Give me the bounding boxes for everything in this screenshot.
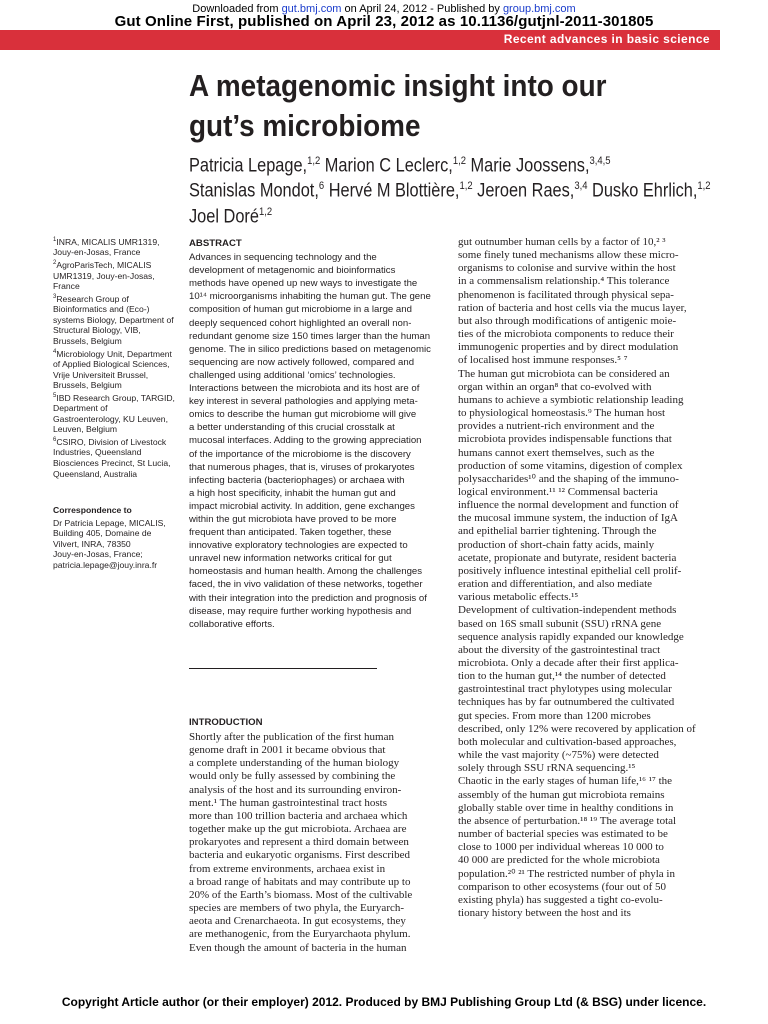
- author-affiliation-sup: 6: [318, 180, 325, 193]
- abstract-line: omics to describe the human gut microbiome will give: [189, 409, 417, 421]
- abstract-line: challenged using additional ‘omics’ technologies.: [189, 369, 396, 381]
- introduction-line: would only be fully assessed by combining the: [189, 770, 396, 783]
- abstract-line: deeply sequenced cohort highlighted an overall non-: [189, 317, 412, 329]
- affiliation-line: Bioinformatics and (Eco-): [53, 304, 150, 315]
- body-line: eration and differentiation, and also mediate: [458, 578, 653, 591]
- author-affiliation-sup: 1,2: [258, 205, 273, 218]
- body-line: the mucosal immune system, the induction of IgA: [458, 512, 678, 525]
- body-line: polysaccharides¹⁰ and the shaping of the immuno-: [458, 472, 679, 485]
- body-line: and epithelial barrier tightening. Through the: [458, 525, 657, 538]
- body-line: the absence of perturbation.¹⁸ ¹⁹ The average total: [458, 814, 677, 827]
- author-affiliation-sup: 3,4,5: [589, 155, 611, 167]
- affiliation-item: [53, 235, 183, 258]
- introduction-line: aeota and Crenarchaeota. In gut ecosystems, they: [189, 915, 406, 928]
- introduction-line: bacteria and eukaryotic organisms. First described: [189, 849, 410, 862]
- body-line: while the vast majority (~75%) were detected: [458, 749, 659, 762]
- body-line: organ within an organ⁸ that co-evolved with: [458, 380, 652, 393]
- body-line: gastrointestinal tract phylotypes using molecular: [458, 683, 672, 696]
- affiliation-item: [53, 435, 183, 479]
- affiliation-line: Brussels, Belgium: [53, 335, 122, 346]
- affiliation-line: France: [53, 281, 80, 292]
- abstract-line: 10¹⁴ microorganisms inhabiting the human gut. The gene: [189, 291, 431, 303]
- section-bar: [0, 30, 720, 50]
- introduction-heading: INTRODUCTION: [189, 717, 263, 728]
- correspondence: [53, 505, 183, 571]
- abstract-line: within the gut microbiota have proved to be more: [189, 513, 397, 525]
- author-affiliation-sup: 1,2: [307, 155, 321, 167]
- abstract-line: of the importance of the microbiome is the discovery: [189, 448, 411, 460]
- author-affiliation-sup: 1,2: [459, 180, 473, 193]
- affiliation-line: UMR1319, Jouy-en-Josas,: [53, 270, 155, 281]
- author-list: [189, 151, 711, 227]
- article-title: [189, 66, 675, 146]
- introduction-line: species are members of two phyla, the Euryarch-: [189, 902, 405, 915]
- body-line: microbiota provides indispensable functions that: [458, 433, 672, 446]
- affiliation-line: Leuven, Belgium: [53, 424, 118, 435]
- body-line: production of short-chain fatty acids, mainly: [458, 538, 655, 551]
- online-first-banner: Gut Online First, published on April 23, 2012 as 10.1136/gutjnl-2011-301805: [114, 13, 654, 30]
- body-line: gut species. From more than 1200 microbes: [458, 709, 651, 722]
- affiliation-item: [53, 391, 183, 435]
- body-line: ration of bacteria and host cells via the mucus layer,: [458, 301, 687, 314]
- title-line: gut’s microbiome: [189, 108, 421, 143]
- affiliation-line: INRA, MICALIS UMR1319,: [56, 236, 160, 247]
- body-line: 40 000 are predicted for the whole microbiota: [458, 854, 660, 867]
- abstract-line: sequencing are now actively followed, compared and: [189, 356, 415, 368]
- affiliation-line: of Applied Biological Sciences,: [53, 358, 170, 369]
- correspondence-line: Dr Patricia Lepage, MICALIS,: [53, 517, 166, 528]
- affiliation-item: [53, 347, 183, 391]
- body-line: humans to achieve a symbiotic relationship leading: [458, 393, 684, 406]
- affiliation-number: 5: [53, 392, 57, 399]
- body-line: population.²⁰ ²¹ The restricted number of phyla in: [458, 867, 675, 880]
- group-bmj-link[interactable]: group.bmj.com: [502, 3, 576, 15]
- affiliation-line: CSIRO, Division of Livestock: [56, 436, 167, 447]
- body-line: existing phyla) has suggested a tight co-evolu-: [458, 893, 663, 906]
- section-label: Recent advances in basic science: [503, 32, 710, 46]
- body-line: humans cannot exert themselves, such as the: [458, 446, 655, 459]
- abstract-line: unravel new information networks critical for gut: [189, 553, 392, 565]
- abstract-divider: [189, 668, 377, 669]
- affiliation-number: 3: [53, 293, 57, 300]
- introduction-line: from extreme environments, archaea exist in: [189, 862, 386, 875]
- abstract-line: disease, may require further working hypothesis and: [189, 605, 412, 617]
- body-line: acetate, propionate and butyrate, resident bacteria: [458, 551, 677, 564]
- affiliation-line: Vrije Universiteit Brussel,: [53, 369, 149, 380]
- introduction-line: genome draft in 2001 it became obvious that: [189, 744, 386, 757]
- introduction-line: prokaryotes and represent a third domain between: [189, 836, 409, 849]
- affiliation-line: IBD Research Group, TARGID,: [56, 392, 175, 403]
- body-line: described, only 12% were recovered by application of: [458, 722, 696, 735]
- author-name: Jeroen Raes,: [472, 180, 575, 202]
- introduction-line: Even though the amount of bacteria in the human: [189, 941, 407, 954]
- affiliations: [53, 235, 183, 479]
- body-line: about the diversity of the gastrointestinal tract: [458, 643, 661, 656]
- body-line: logical environment.¹¹ ¹² Commensal bacteria: [458, 485, 658, 498]
- body-line: ties of the microbiota components to reduce their: [458, 328, 674, 341]
- download-notice: Downloaded from gut.bmj.com on April 24, 2012 - Published by group.bmj.com: [192, 3, 576, 15]
- body-line: comparison to other ecosystems (four out of 50: [458, 880, 667, 893]
- affiliation-line: Department of: [53, 403, 108, 414]
- body-line: but also through modifications of antigenic moie-: [458, 314, 677, 327]
- abstract-line: Interactions between the microbiota and its host are of: [189, 383, 420, 395]
- abstract-line: a better understanding of this crucial crosstalk at: [189, 422, 395, 434]
- introduction-line: 20% of the Earth’s biomass. Most of the cultivable: [189, 888, 413, 901]
- author-line: [189, 202, 671, 227]
- abstract-line: frequent than anticipated. Taken together, these: [189, 527, 392, 539]
- author-name: Hervé M Blottière,: [324, 180, 460, 202]
- body-line: assembly of the human gut microbiota remains: [458, 788, 665, 801]
- affiliation-number: 4: [53, 348, 57, 355]
- author-name: Joel Doré: [189, 205, 259, 227]
- affiliation-line: Queensland, Australia: [53, 468, 138, 479]
- body-line: to physiological homeostasis.⁹ The human host: [458, 407, 666, 420]
- abstract-line: infecting bacteria (bacteriophages) or archaea with: [189, 474, 405, 486]
- copyright-notice: Copyright Article author (or their employer) 2012. Produced by BMJ Publishing Group Ltd (& BSG) under licence.: [61, 995, 707, 1009]
- abstract-line: with their integration into the prediction and prognosis of: [189, 592, 427, 604]
- affiliation-line: Microbiology Unit, Department: [56, 348, 172, 359]
- affiliation-line: Brussels, Belgium: [53, 380, 122, 391]
- author-name: Marie Joossens,: [466, 155, 590, 177]
- body-line: immunogenic properties and by direct modulation: [458, 341, 679, 354]
- affiliation-line: Research Group of: [56, 293, 129, 304]
- body-line: provides a nutrient-rich environment and the: [458, 420, 655, 433]
- author-affiliation-sup: 3,4: [574, 180, 588, 193]
- affiliation-line: Structural Biology, VIB,: [53, 325, 141, 336]
- body-line: sequence analysis rapidly expanded our knowledge: [458, 630, 684, 643]
- affiliation-line: Biosciences Precinct, St Lucia,: [53, 458, 171, 469]
- author-affiliation-sup: 1,2: [452, 155, 467, 167]
- body-line: both molecular and cultivation-based approaches,: [458, 735, 677, 748]
- correspondence-line: Jouy-en-Josas, France;: [53, 549, 143, 560]
- abstract-line: homeostasis and human health. Among the challenges: [189, 566, 423, 578]
- affiliation-line: Jouy-en-Josas, France: [53, 247, 141, 258]
- body-line: some finely tuned mechanisms allow these micro-: [458, 249, 679, 262]
- affiliation-number: 6: [53, 436, 57, 443]
- abstract-line: collaborative efforts.: [189, 618, 275, 630]
- introduction-text: [189, 731, 443, 955]
- abstract-line: Advances in sequencing technology and the: [189, 252, 377, 264]
- introduction-line: together make up the gut microbiota. Archaea are: [189, 823, 407, 836]
- body-line: phenomenon is facilitated through physical sepa-: [458, 288, 674, 301]
- correspondence-line: Building 405, Domaine de: [53, 528, 152, 539]
- body-line: tion to the human gut,¹⁴ the number of detected: [458, 670, 666, 683]
- introduction-line: ment.¹ The human gastrointestinal tract hosts: [189, 796, 387, 809]
- correspondence-line: Vilvert, INRA, 78350: [53, 538, 131, 549]
- body-line: based on 16S small subunit (SSU) rRNA gene: [458, 617, 662, 630]
- introduction-line: are methanogenic, from the Euryarchaota phylum.: [189, 928, 411, 941]
- body-line: organisms to colonise and survive within the host: [458, 262, 676, 275]
- affiliation-line: systems Biology, Department of: [53, 314, 174, 325]
- author-line: [189, 176, 711, 202]
- abstract-line: mucosal interfaces. Adding to the growing appreciation: [189, 435, 422, 447]
- affiliation-item: [53, 292, 183, 347]
- author-name: Dusko Ehrlich,: [587, 180, 698, 202]
- body-text-right-column: [458, 236, 714, 920]
- body-line: gut outnumber human cells by a factor of 10,² ³: [458, 236, 666, 248]
- abstract-heading: ABSTRACT: [189, 238, 242, 249]
- author-name: Marion C Leclerc,: [320, 155, 453, 177]
- body-line: various metabolic effects.¹⁵: [458, 591, 579, 604]
- affiliation-number: 2: [53, 260, 57, 267]
- affiliation-number: 1: [53, 237, 57, 243]
- introduction-line: more than 100 trillion bacteria and archaea which: [189, 809, 408, 822]
- body-line: tionary history between the host and its: [458, 906, 631, 919]
- body-line: in a commensalism relationship.⁴ This tolerance: [458, 275, 670, 288]
- body-line: techniques has by far outnumbered the cultivated: [458, 696, 675, 709]
- body-line: globally stable over time in healthy conditions in: [458, 801, 674, 814]
- body-line: Development of cultivation-independent methods: [458, 604, 677, 617]
- body-line: production of some vitamins, digestion of complex: [458, 459, 683, 472]
- author-affiliation-sup: 1,2: [697, 180, 711, 193]
- body-line: number of bacterial species was estimated to be: [458, 828, 668, 841]
- body-line: close to 1000 per individual whereas 10 000 to: [458, 841, 664, 854]
- affiliation-line: AgroParisTech, MICALIS: [56, 259, 152, 270]
- abstract: [189, 237, 441, 631]
- correspondence-line: patricia.lepage@jouy.inra.fr: [53, 559, 158, 570]
- gut-bmj-link[interactable]: gut.bmj.com: [281, 3, 342, 15]
- body-line: influence the normal development and function of: [458, 499, 679, 512]
- abstract-line: redundant genome size 150 times larger than the human: [189, 330, 431, 342]
- affiliation-line: Gastroenterology, KU Leuven,: [53, 413, 168, 424]
- abstract-line: genome. The in silico predictions based on metagenomic: [189, 343, 431, 355]
- abstract-line: innovative exploratory technologies are expected to: [189, 540, 408, 552]
- abstract-line: a high host specificity, inhabit the human gut and: [189, 487, 396, 499]
- author-name: Stanislas Mondot,: [189, 180, 319, 202]
- body-line: microbiota. Only a decade after their first applica-: [458, 657, 679, 669]
- author-line: [189, 151, 671, 176]
- affiliation-line: Industries, Queensland: [53, 447, 142, 458]
- body-line: solely through SSU rRNA sequencing.¹⁵: [458, 762, 636, 775]
- author-name: Patricia Lepage,: [189, 155, 308, 177]
- abstract-line: composition of human gut microbiome in a large and: [189, 304, 412, 316]
- introduction-line: a broad range of habitats and may contribute up to: [189, 875, 411, 888]
- correspondence-heading: Correspondence to: [53, 505, 132, 515]
- abstract-line: that numerous phages, that is, viruses of prokaryotes: [189, 461, 415, 473]
- introduction-line: analysis of the host and its surrounding environ-: [189, 783, 402, 796]
- title-line: A metagenomic insight into our: [189, 68, 607, 103]
- abstract-line: impact microbial activity. In addition, gene exchanges: [189, 500, 415, 512]
- abstract-line: methods have opened up new ways to investigate the: [189, 278, 418, 290]
- abstract-line: key interest in several pathologies and applying meta-: [189, 396, 418, 408]
- introduction-line: a complete understanding of the human biology: [189, 757, 400, 770]
- introduction-line: Shortly after the publication of the first human: [189, 731, 394, 743]
- body-line: positively influence intestinal epithelial cell prolif-: [458, 564, 682, 577]
- abstract-line: faced, the in vivo validation of these networks, together: [189, 579, 423, 591]
- abstract-line: development of metagenomic and bioinformatics: [189, 265, 396, 277]
- body-line: of localised host immune responses.⁵ ⁷: [458, 354, 628, 367]
- affiliation-item: [53, 258, 183, 292]
- body-line: The human gut microbiota can be considered an: [458, 367, 670, 380]
- body-line: Chaotic in the early stages of human life,¹⁶ ¹⁷ the: [458, 775, 673, 788]
